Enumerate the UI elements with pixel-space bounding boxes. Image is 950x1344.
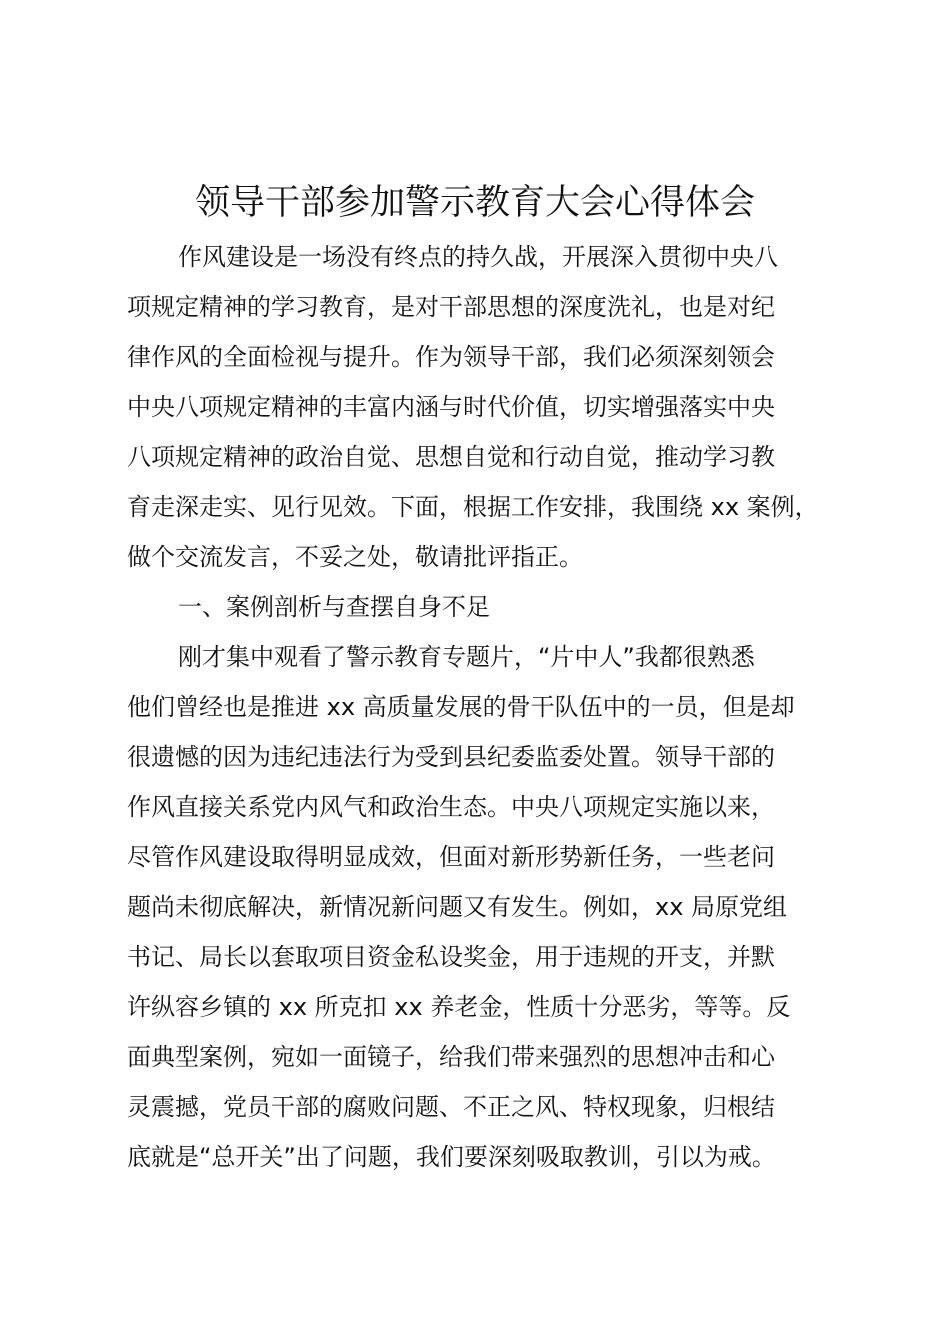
paragraph-line: 八项规定精神的政治自觉、思想自觉和行动自觉，推动学习教 bbox=[127, 443, 775, 471]
paragraph-line: 很遗憾的因为违纪违法行为受到县纪委监委处置。领导干部的 bbox=[127, 743, 775, 771]
paragraph-line: 律作风的全面检视与提升。作为领导干部，我们必须深刻领会 bbox=[127, 343, 775, 371]
paragraph-line: 作风建设是一场没有终点的持久战，开展深入贯彻中央八 bbox=[178, 243, 778, 271]
paragraph-line: 面典型案例，宛如一面镜子，给我们带来强烈的思想冲击和心 bbox=[127, 1043, 775, 1071]
paragraph-line: 书记、局长以套取项目资金私设奖金，用于违规的开支，并默 bbox=[127, 943, 775, 971]
paragraph-line: 做个交流发言，不妥之处，敬请批评指正。 bbox=[127, 543, 583, 571]
document-body bbox=[127, 232, 827, 1182]
paragraph-line: 许纵容乡镇的 xx 所克扣 xx 养老金，性质十分恶劣，等等。反 bbox=[127, 993, 791, 1021]
paragraph-line: 尽管作风建设取得明显成效，但面对新形势新任务，一些老问 bbox=[127, 843, 775, 871]
paragraph-line: 灵震撼，党员干部的腐败问题、不正之风、特权现象，归根结 bbox=[127, 1093, 775, 1121]
section-heading: 一、案例剖析与查摆自身不足 bbox=[178, 593, 490, 621]
paragraph-line: 题尚未彻底解决，新情况新问题又有发生。例如，xx 局原党组 bbox=[127, 893, 788, 921]
paragraph-line: 他们曾经也是推进 xx 高质量发展的骨干队伍中的一员，但是却 bbox=[127, 693, 795, 721]
paragraph-line: 刚才集中观看了警示教育专题片，“片中人”我都很熟悉 bbox=[178, 643, 755, 671]
paragraph-line: 育走深走实、见行见效。下面，根据工作安排，我围绕 xx 案例， bbox=[127, 493, 819, 521]
document-title: 领导干部参加警示教育大会心得体会 bbox=[194, 183, 755, 223]
paragraph-line: 项规定精神的学习教育，是对干部思想的深度洗礼，也是对纪 bbox=[127, 293, 775, 321]
paragraph-line: 中央八项规定精神的丰富内涵与时代价值，切实增强落实中央 bbox=[127, 393, 775, 421]
paragraph-line: 作风直接关系党内风气和政治生态。中央八项规定实施以来， bbox=[127, 793, 775, 821]
paragraph-line: 底就是“总开关”出了问题，我们要深刻吸取教训，引以为戒。 bbox=[127, 1143, 776, 1171]
